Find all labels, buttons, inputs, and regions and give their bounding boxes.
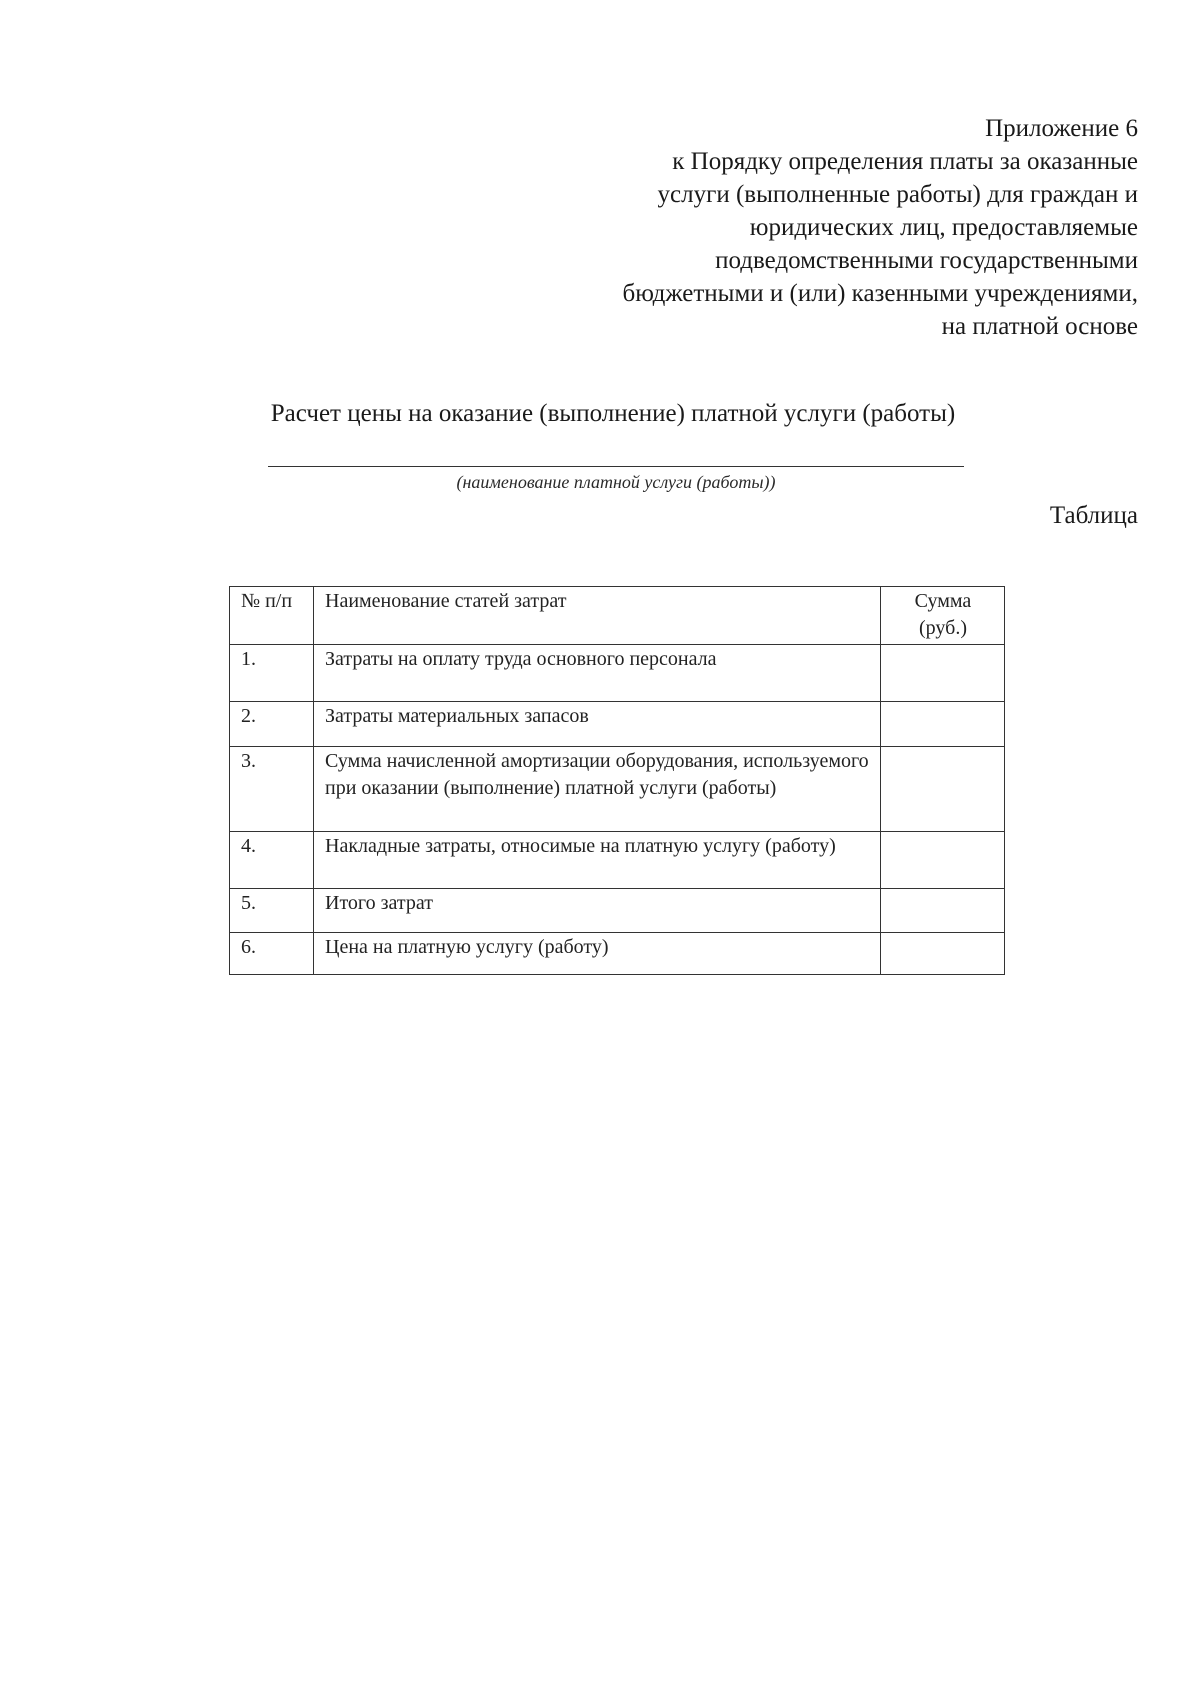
row-name: Затраты на оплату труда основного персонала	[314, 645, 881, 702]
table-row	[230, 645, 1005, 702]
appendix-line: подведомственными государственными	[715, 247, 1138, 274]
document-title	[0, 398, 1200, 430]
service-name-caption: (наименование платной услуги (работы))	[456, 472, 776, 492]
header-num: № п/п	[230, 587, 314, 645]
table-row	[230, 747, 1005, 832]
row-name: Затраты материальных запасов	[314, 702, 881, 747]
row-name: Цена на платную услугу (работу)	[314, 933, 881, 975]
row-sum	[881, 889, 1005, 933]
row-sum	[881, 832, 1005, 889]
row-sum	[881, 933, 1005, 975]
row-name: Накладные затраты, относимые на платную услугу (работу)	[314, 832, 881, 889]
appendix-line: к Порядку определения платы за оказанные	[672, 148, 1138, 175]
row-name: Сумма начисленной амортизации оборудования, используемого при оказании (выполнение) платной услуги (работы)	[314, 747, 881, 832]
cost-table	[229, 586, 1005, 975]
service-name-blank-line	[268, 466, 964, 467]
row-sum	[881, 747, 1005, 832]
row-num: 6.	[230, 933, 314, 975]
header-sum: Сумма (руб.)	[881, 587, 1005, 645]
row-sum	[881, 645, 1005, 702]
table-row	[230, 933, 1005, 975]
appendix-line: Приложение 6	[985, 115, 1138, 142]
table-label: Таблица	[1049, 502, 1138, 529]
appendix-heading	[498, 112, 1138, 343]
row-num: 3.	[230, 747, 314, 832]
appendix-line: на платной основе	[941, 313, 1138, 340]
document-title-text: Расчет цены на оказание (выполнение) платной услуги (работы)	[270, 400, 956, 427]
table-row	[230, 702, 1005, 747]
row-num: 5.	[230, 889, 314, 933]
table-row	[230, 832, 1005, 889]
table-row	[230, 889, 1005, 933]
row-num: 2.	[230, 702, 314, 747]
appendix-line: бюджетными и (или) казенными учреждениями,	[622, 280, 1138, 307]
row-name: Итого затрат	[314, 889, 881, 933]
appendix-line: юридических лиц, предоставляемые	[749, 214, 1138, 241]
appendix-line: услуги (выполненные работы) для граждан и	[657, 181, 1138, 208]
table-header-row	[230, 587, 1005, 645]
row-num: 4.	[230, 832, 314, 889]
row-sum	[881, 702, 1005, 747]
row-num: 1.	[230, 645, 314, 702]
header-name: Наименование статей затрат	[314, 587, 881, 645]
